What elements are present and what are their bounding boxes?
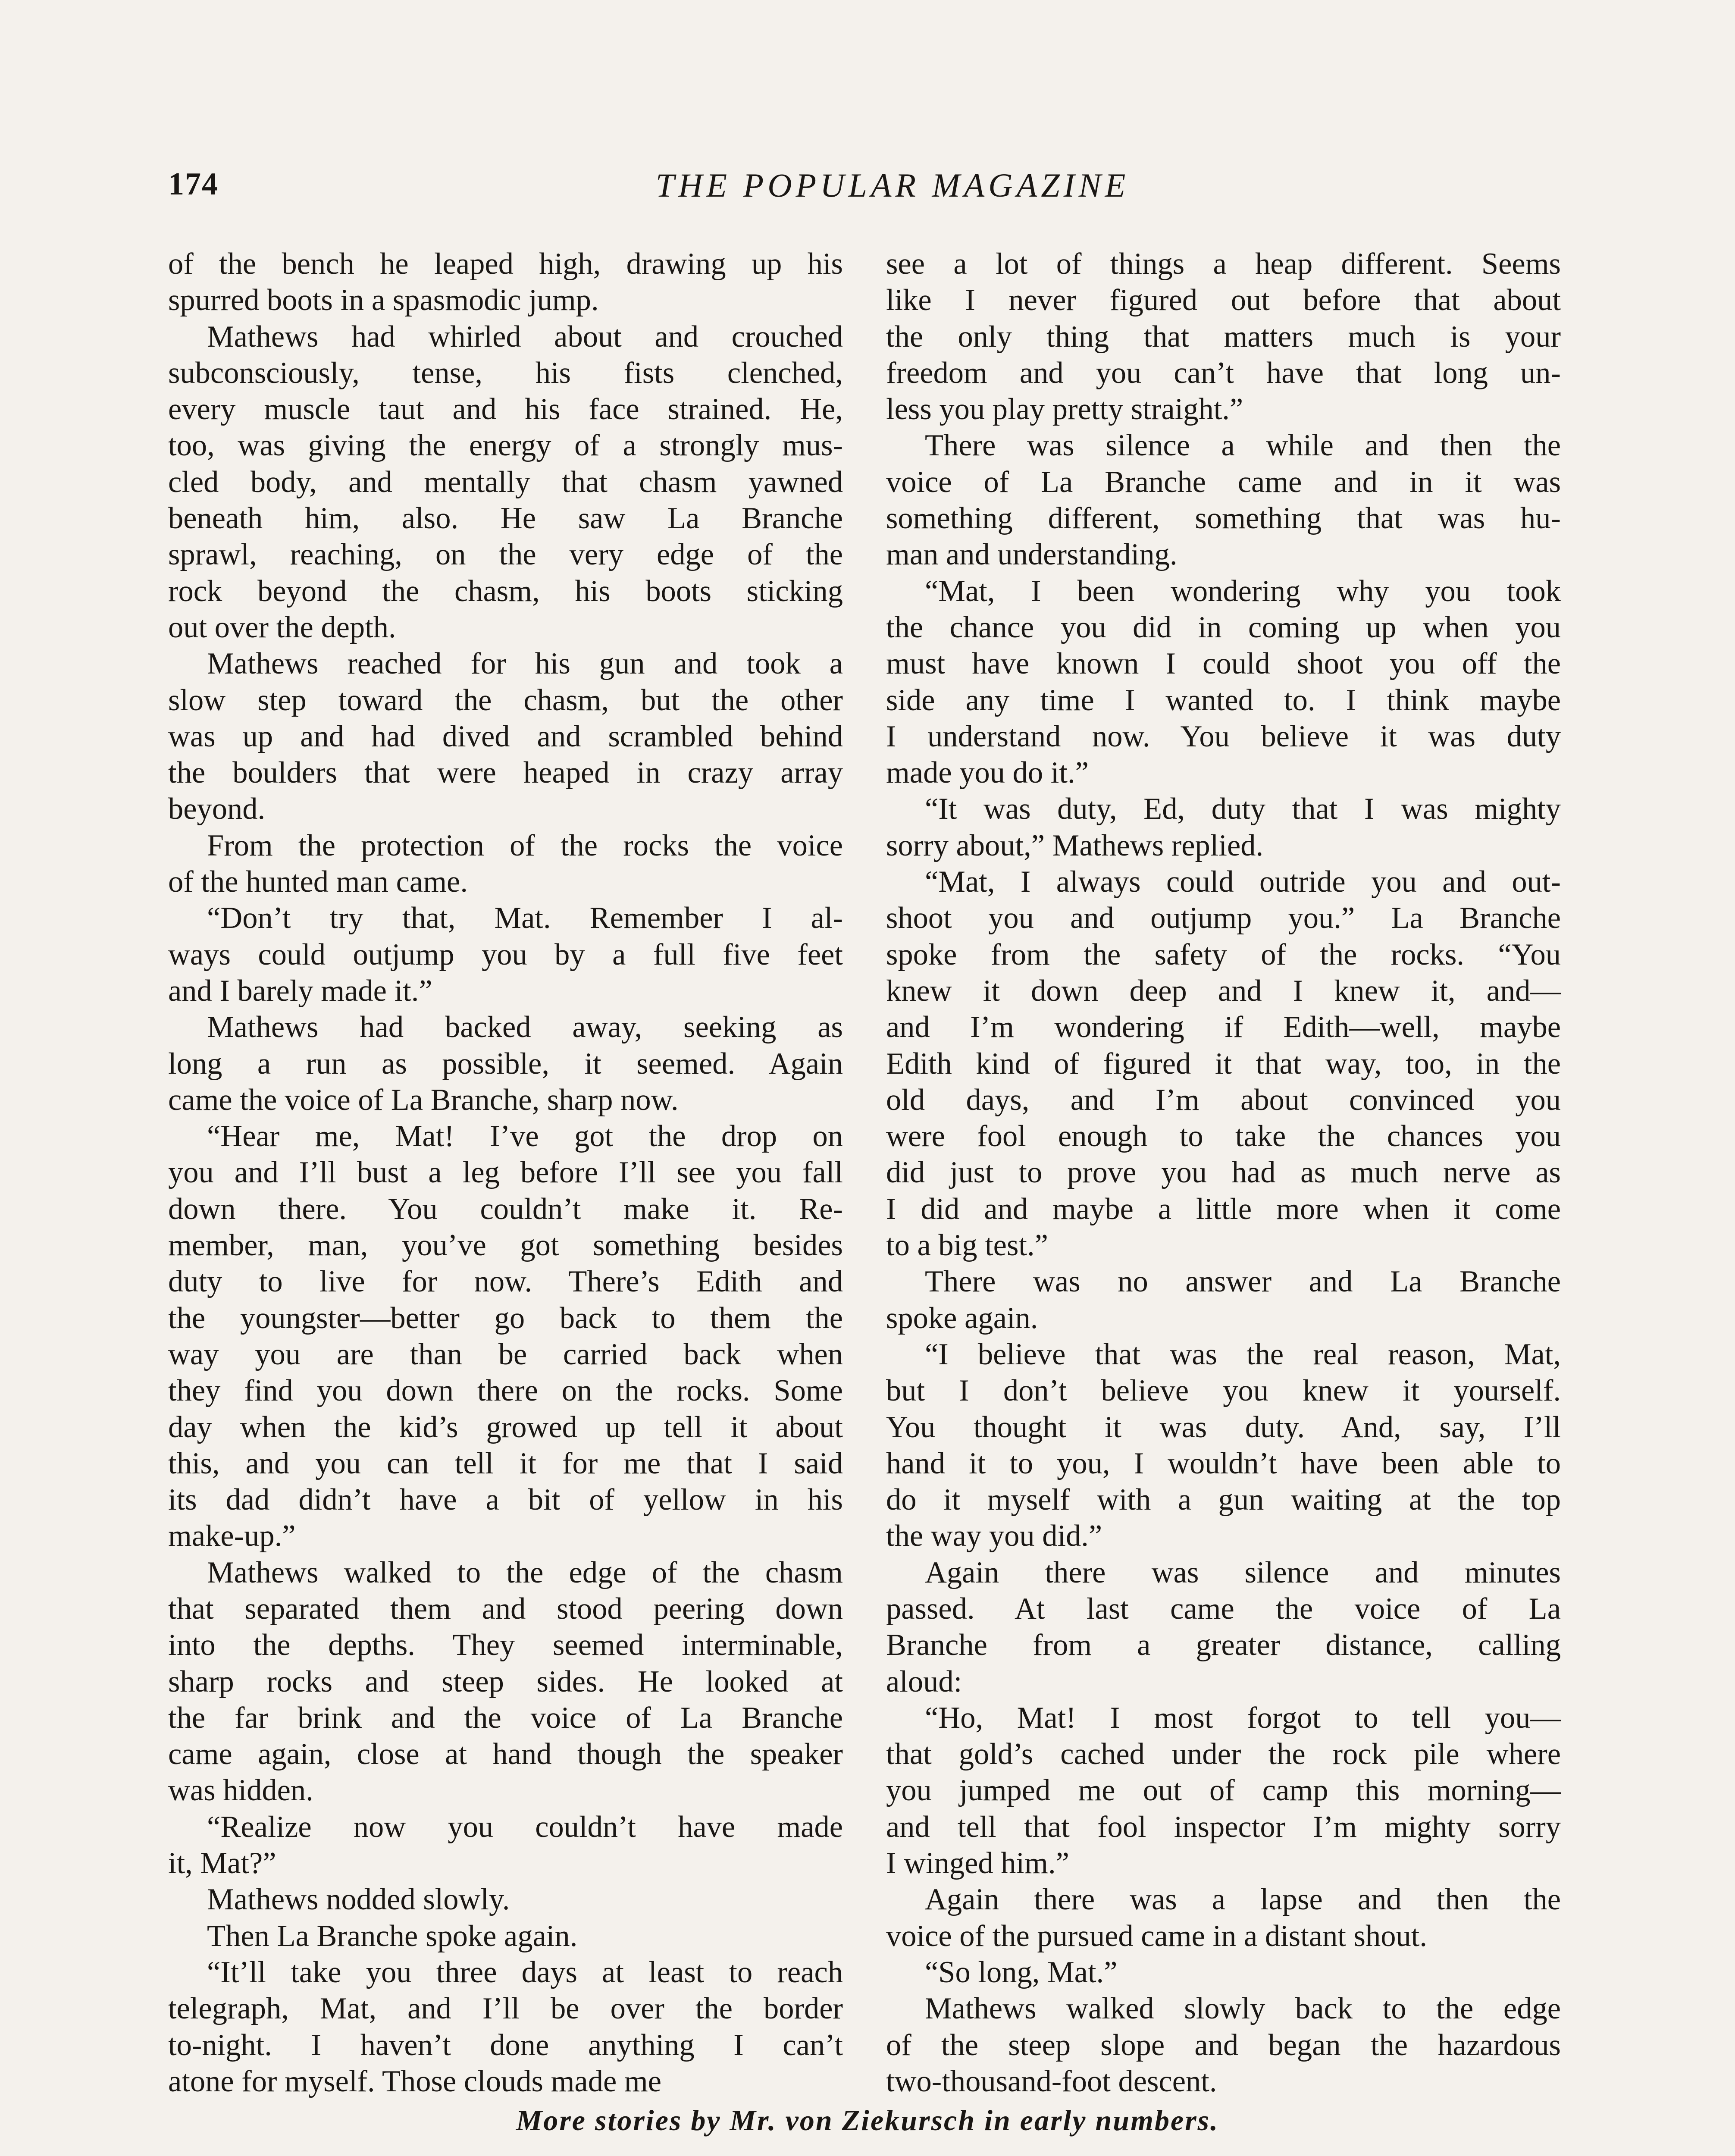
text-line: beyond. — [168, 792, 266, 826]
text-column-right — [886, 246, 1561, 2100]
text-line: of the bench he leaped high, drawing up his — [168, 247, 843, 281]
text-line: voice of the pursued came in a distant shout. — [886, 1919, 1427, 1953]
text-line: that separated them and stood peering down — [168, 1592, 843, 1626]
text-line: “It’ll take you three days at least to reach — [207, 1955, 843, 1989]
text-line: Again there was a lapse and then the — [925, 1883, 1561, 1917]
text-line: spoke from the safety of the rocks. “You — [886, 937, 1561, 971]
text-line: You thought it was duty. And, say, I’ll — [886, 1410, 1561, 1444]
text-line: were fool enough to take the chances you — [886, 1119, 1561, 1153]
text-line: came again, close at hand though the speaker — [168, 1737, 843, 1771]
text-line: There was silence a while and then the — [925, 429, 1561, 463]
paragraph — [168, 1954, 843, 2100]
text-line: Then La Branche spoke again. — [207, 1919, 578, 1953]
text-line: man and understanding. — [886, 538, 1178, 572]
text-line: Mathews had backed away, seeking as — [207, 1010, 843, 1044]
text-line: atone for myself. Those clouds made me — [168, 2064, 662, 2098]
text-line: I did and maybe a little more when it come — [886, 1192, 1561, 1226]
text-line: and I’m wondering if Edith—well, maybe — [886, 1010, 1561, 1044]
text-line: “I believe that was the real reason, Mat, — [925, 1337, 1561, 1371]
text-line: every muscle taut and his face strained. He, — [168, 392, 843, 426]
paragraph — [886, 1700, 1561, 1881]
text-line: make-up.” — [168, 1519, 296, 1553]
text-line: was up and had dived and scrambled behind — [168, 719, 843, 753]
paragraph — [886, 1954, 1561, 1990]
text-line: telegraph, Mat, and I’ll be over the border — [168, 1992, 843, 2026]
text-line: way you are than be carried back when — [168, 1337, 843, 1371]
text-line: Edith kind of figured it that way, too, in the — [886, 1047, 1561, 1081]
text-line: Branche from a greater distance, calling — [886, 1628, 1561, 1662]
text-line: was hidden. — [168, 1774, 313, 1808]
paragraph — [168, 1918, 843, 1954]
paragraph — [168, 1118, 843, 1554]
text-line: it, Mat?” — [168, 1846, 276, 1880]
page-number: 174 — [168, 166, 219, 202]
text-line: “So long, Mat.” — [925, 1955, 1118, 1989]
text-line: passed. At last came the voice of La — [886, 1592, 1561, 1626]
text-line: “Ho, Mat! I most forgot to tell you— — [925, 1701, 1561, 1735]
text-line: member, man, you’ve got something besides — [168, 1228, 843, 1263]
text-line: sorry about,” Mathews replied. — [886, 828, 1264, 862]
text-line: “Hear me, Mat! I’ve got the drop on — [207, 1119, 843, 1153]
text-line: side any time I wanted to. I think maybe — [886, 683, 1561, 717]
text-line: the way you did.” — [886, 1519, 1102, 1553]
text-line: of the steep slope and began the hazardous — [886, 2028, 1561, 2062]
text-line: out over the depth. — [168, 610, 396, 644]
text-line: the far brink and the voice of La Branche — [168, 1701, 843, 1735]
text-line: you jumped me out of camp this morning— — [886, 1774, 1561, 1808]
text-line: ways could outjump you by a full five feet — [168, 937, 843, 971]
text-line: “Don’t try that, Mat. Remember I al- — [207, 901, 843, 935]
text-line: Mathews walked slowly back to the edge — [925, 1992, 1561, 2026]
text-line: two-thousand-foot descent. — [886, 2064, 1217, 2098]
text-line: voice of La Branche came and in it was — [886, 465, 1561, 499]
text-line: sprawl, reaching, on the very edge of the — [168, 538, 843, 572]
text-line: but I don’t believe you knew it yourself. — [886, 1374, 1561, 1408]
text-line: see a lot of things a heap different. Seems — [886, 247, 1561, 281]
text-line: of the hunted man came. — [168, 865, 468, 899]
paragraph — [168, 646, 843, 827]
text-line: down there. You couldn’t make it. Re- — [168, 1192, 843, 1226]
text-line: duty to live for now. There’s Edith and — [168, 1265, 843, 1299]
paragraph — [886, 246, 1561, 427]
text-line: slow step toward the chasm, but the other — [168, 683, 843, 717]
text-line: the youngster—better go back to them the — [168, 1301, 843, 1335]
text-line: the chance you did in coming up when you — [886, 610, 1561, 644]
text-line: and tell that fool inspector I’m mighty sorry — [886, 1810, 1561, 1844]
text-line: old days, and I’m about convinced you — [886, 1083, 1561, 1117]
paragraph — [168, 319, 843, 646]
text-line: beneath him, also. He saw La Branche — [168, 501, 843, 536]
paragraph — [168, 1009, 843, 1118]
text-line: the only thing that matters much is your — [886, 320, 1561, 354]
paragraph — [168, 1809, 843, 1882]
text-line: came the voice of La Branche, sharp now. — [168, 1083, 679, 1117]
text-line: rock beyond the chasm, his boots sticking — [168, 574, 843, 608]
text-line: cled body, and mentally that chasm yawned — [168, 465, 843, 499]
text-line: and I barely made it.” — [168, 974, 432, 1008]
text-line: you and I’ll bust a leg before I’ll see you fall — [168, 1156, 843, 1190]
text-line: aloud: — [886, 1664, 962, 1698]
paragraph — [168, 1881, 843, 1918]
text-line: did just to prove you had as much nerve as — [886, 1156, 1561, 1190]
text-line: freedom and you can’t have that long un- — [886, 356, 1561, 390]
paragraph — [886, 573, 1561, 791]
text-line: less you play pretty straight.” — [886, 392, 1243, 426]
text-line: long a run as possible, it seemed. Again — [168, 1047, 843, 1081]
paragraph — [886, 427, 1561, 573]
text-line: “It was duty, Ed, duty that I was mighty — [925, 792, 1561, 826]
text-line: too, was giving the energy of a strongly mus- — [168, 429, 843, 463]
text-line: that gold’s cached under the rock pile where — [886, 1737, 1561, 1771]
paragraph — [886, 1336, 1561, 1554]
paragraph — [886, 1990, 1561, 2100]
text-line: Mathews had whirled about and crouched — [207, 320, 843, 354]
text-line: knew it down deep and I knew it, and— — [886, 974, 1561, 1008]
text-line: the boulders that were heaped in crazy array — [168, 756, 843, 790]
paragraph — [168, 246, 843, 319]
text-line: shoot you and outjump you.” La Branche — [886, 901, 1561, 935]
text-line: into the depths. They seemed interminable, — [168, 1628, 843, 1662]
text-line: sharp rocks and steep sides. He looked at — [168, 1664, 843, 1698]
text-line: From the protection of the rocks the voice — [207, 828, 843, 862]
running-title: THE POPULAR MAGAZINE — [655, 166, 1130, 204]
paragraph — [886, 1263, 1561, 1336]
paragraph — [886, 791, 1561, 864]
text-line: do it myself with a gun waiting at the top — [886, 1483, 1561, 1517]
paragraph — [886, 1881, 1561, 1954]
text-line: hand it to you, I wouldn’t have been able to — [886, 1446, 1561, 1480]
text-line: “Mat, I always could outride you and out- — [925, 865, 1561, 899]
text-line: day when the kid’s growed up tell it about — [168, 1410, 843, 1444]
text-column-left — [168, 246, 843, 2100]
text-line: to a big test.” — [886, 1228, 1048, 1263]
text-line: spurred boots in a spasmodic jump. — [168, 283, 599, 317]
closing-note: More stories by Mr. von Ziekursch in early numbers. — [516, 2104, 1219, 2137]
text-line: “Realize now you couldn’t have made — [207, 1810, 843, 1844]
text-line: I winged him.” — [886, 1846, 1069, 1880]
text-line: like I never figured out before that about — [886, 283, 1561, 317]
page-header — [168, 166, 1617, 213]
text-line: Mathews walked to the edge of the chasm — [207, 1555, 843, 1589]
paragraph — [168, 827, 843, 900]
text-line: must have known I could shoot you off the — [886, 647, 1561, 681]
paragraph — [886, 864, 1561, 1263]
paragraph — [168, 900, 843, 1009]
text-line: I understand now. You believe it was duty — [886, 719, 1561, 753]
paragraph — [886, 1554, 1561, 1700]
text-line: There was no answer and La Branche — [925, 1265, 1561, 1299]
text-line: spoke again. — [886, 1301, 1038, 1335]
text-line: Mathews nodded slowly. — [207, 1883, 510, 1917]
text-line: something different, something that was hu- — [886, 501, 1561, 536]
paragraph — [168, 1554, 843, 1809]
text-line: to-night. I haven’t done anything I can’t — [168, 2028, 843, 2062]
text-line: made you do it.” — [886, 756, 1089, 790]
text-line: this, and you can tell it for me that I said — [168, 1446, 843, 1480]
text-line: Again there was silence and minutes — [925, 1555, 1561, 1589]
text-line: Mathews reached for his gun and took a — [207, 647, 843, 681]
text-line: subconsciously, tense, his fists clenched, — [168, 356, 843, 390]
text-line: they find you down there on the rocks. Some — [168, 1374, 843, 1408]
text-line: “Mat, I been wondering why you took — [925, 574, 1561, 608]
text-line: its dad didn’t have a bit of yellow in his — [168, 1483, 843, 1517]
